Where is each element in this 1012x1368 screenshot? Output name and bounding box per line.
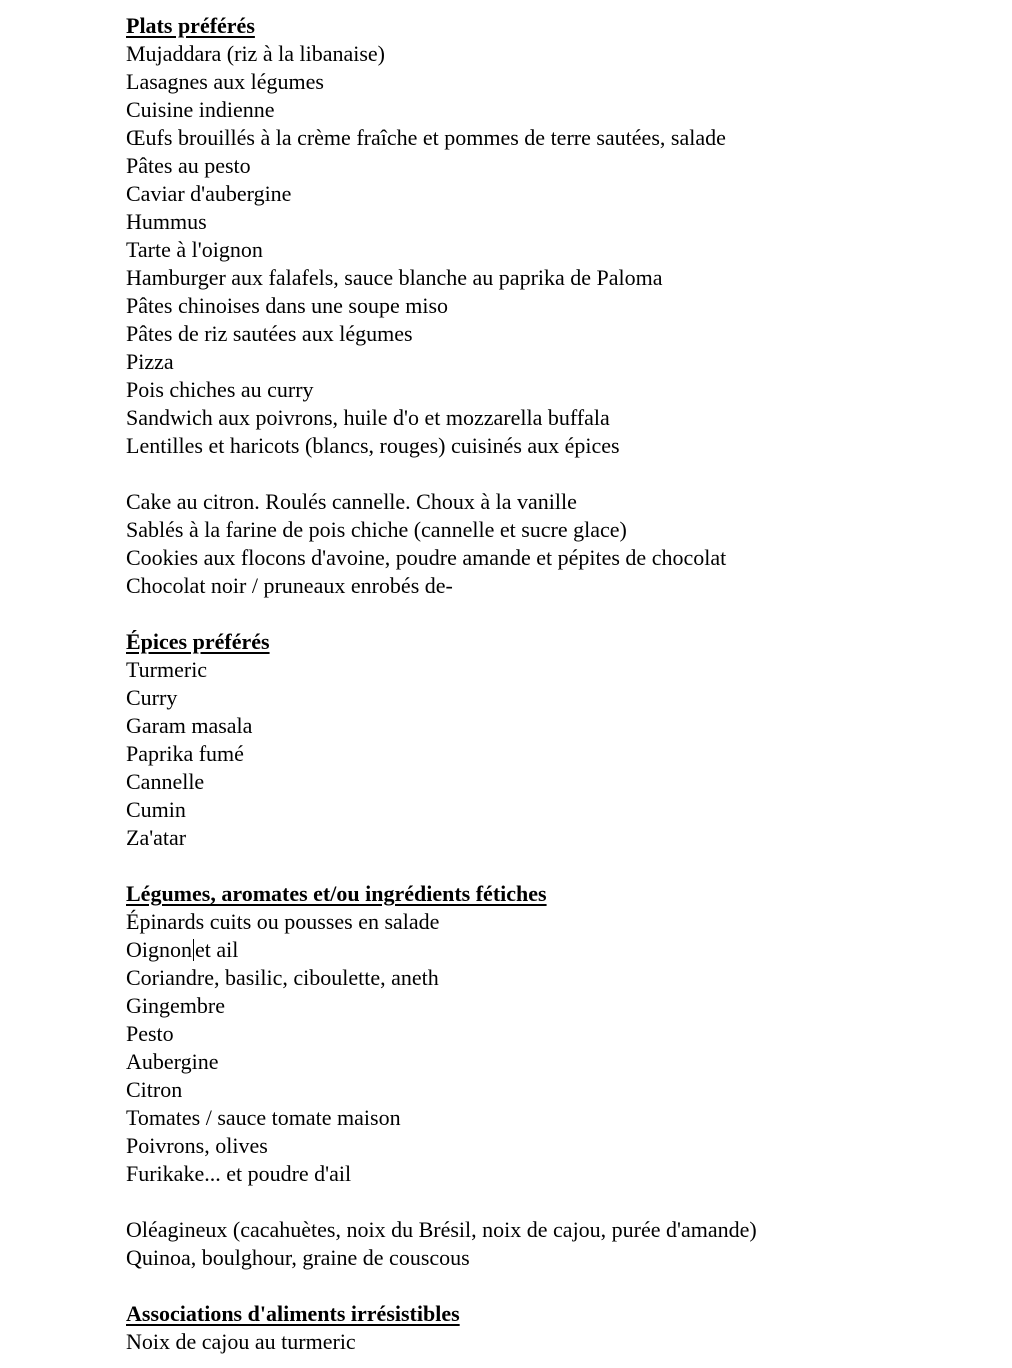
list-item: Cuisine indienne <box>126 97 275 122</box>
heading-legumes-aromates: Légumes, aromates et/ou ingrédients fétiches <box>126 881 547 906</box>
list-item: Mujaddara (riz à la libanaise) <box>126 41 385 66</box>
list-item: Sandwich aux poivrons, huile d'o et mozzarella buffala <box>126 405 610 430</box>
blank-line <box>126 460 986 488</box>
list-item: Caviar d'aubergine <box>126 181 292 206</box>
list-item: Oléagineux (cacahuètes, noix du Brésil, noix de cajou, purée d'amande) <box>126 1217 757 1242</box>
list-item: Garam masala <box>126 713 253 738</box>
blank-line <box>126 600 986 628</box>
list-item: Pâtes de riz sautées aux légumes <box>126 321 413 346</box>
list-item: Tomates / sauce tomate maison <box>126 1105 401 1130</box>
heading-plats-preferes: Plats préférés <box>126 13 255 38</box>
list-item: Lentilles et haricots (blancs, rouges) cuisinés aux épices <box>126 433 620 458</box>
list-item: Turmeric <box>126 657 208 682</box>
list-item: Pois chiches au curry <box>126 377 314 402</box>
list-item: Cumin <box>126 797 186 822</box>
list-item: Épinards cuits ou pousses en salade <box>126 909 440 934</box>
list-item: Poivrons, olives <box>126 1133 268 1158</box>
list-item: Citron <box>126 1077 183 1102</box>
dessert-item: Chocolat noir / pruneaux enrobés de- <box>126 573 453 598</box>
list-item: Pâtes au pesto <box>126 153 251 178</box>
text-cursor <box>193 939 194 961</box>
blank-line <box>126 852 986 880</box>
list-item: Paprika fumé <box>126 741 244 766</box>
list-item-text: Oignon <box>126 937 192 962</box>
dessert-item: Cake au citron. Roulés cannelle. Choux à la vanille <box>126 489 577 514</box>
list-item: Lasagnes aux légumes <box>126 69 324 94</box>
list-item: Aubergine <box>126 1049 219 1074</box>
blank-line <box>126 1272 986 1300</box>
list-item: Coriandre, basilic, ciboulette, aneth <box>126 965 439 990</box>
document-body[interactable] <box>126 12 986 1356</box>
list-item: Hamburger aux falafels, sauce blanche au paprika de Paloma <box>126 265 663 290</box>
list-item: Furikake... et poudre d'ail <box>126 1161 352 1186</box>
dessert-item: Sablés à la farine de pois chiche (cannelle et sucre glace) <box>126 517 627 542</box>
list-item: Œufs brouillés à la crème fraîche et pommes de terre sautées, salade <box>126 125 726 150</box>
list-item: Tarte à l'oignon <box>126 237 263 262</box>
dessert-item: Cookies aux flocons d'avoine, poudre amande et pépites de chocolat <box>126 545 727 570</box>
list-item: Pâtes chinoises dans une soupe miso <box>126 293 449 318</box>
heading-associations: Associations d'aliments irrésistibles <box>126 1301 460 1326</box>
list-item-with-caret <box>126 936 986 964</box>
list-item: Hummus <box>126 209 207 234</box>
list-item: Cannelle <box>126 769 205 794</box>
list-item: Pesto <box>126 1021 174 1046</box>
list-item: Gingembre <box>126 993 225 1018</box>
blank-line <box>126 1188 986 1216</box>
list-item: Quinoa, boulghour, graine de couscous <box>126 1245 470 1270</box>
list-item: Za'atar <box>126 825 187 850</box>
list-item: Pizza <box>126 349 174 374</box>
list-item-text: et ail <box>195 937 239 962</box>
list-item: Noix de cajou au turmeric <box>126 1329 356 1354</box>
heading-epices-preferes: Épices préférés <box>126 629 270 654</box>
list-item: Curry <box>126 685 178 710</box>
